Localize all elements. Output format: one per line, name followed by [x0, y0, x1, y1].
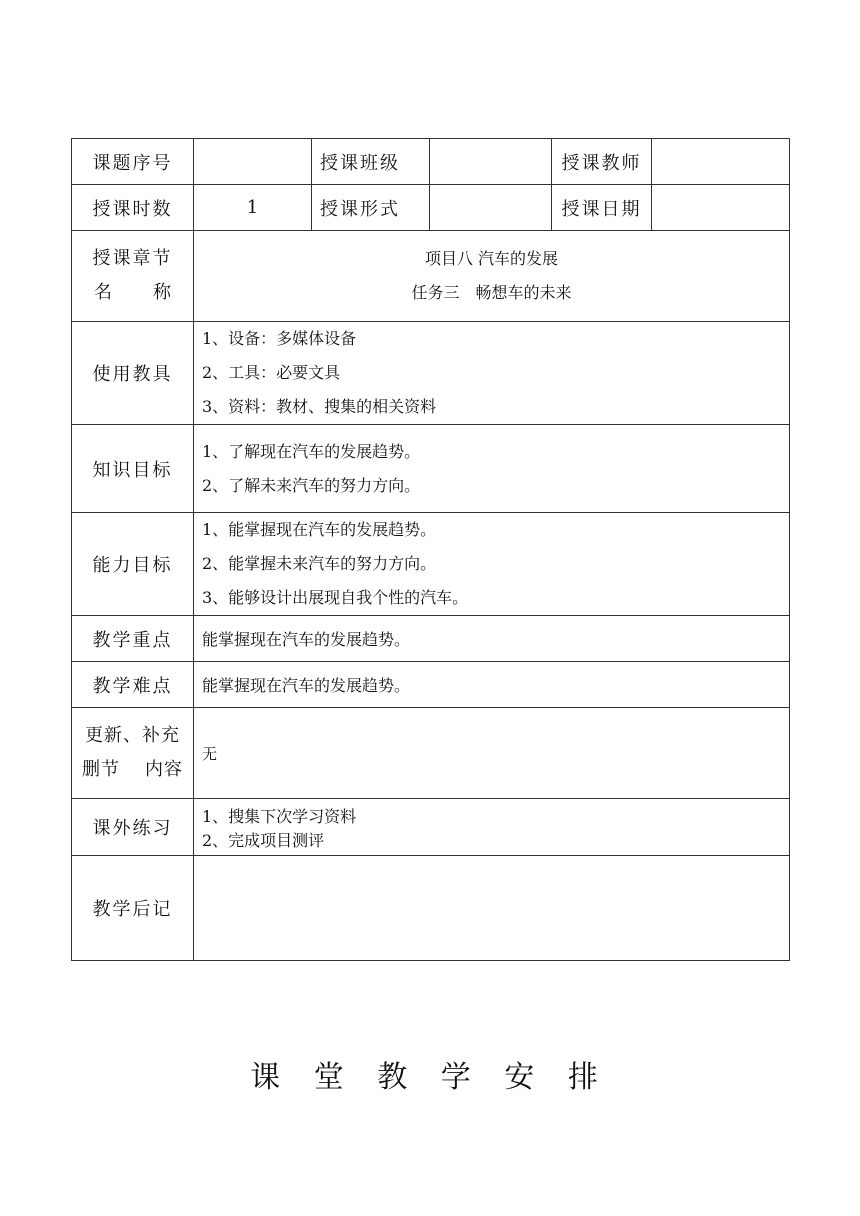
table-row — [72, 322, 790, 425]
difficulty-value: 能掌握现在汽车的发展趋势。 — [194, 662, 790, 708]
chapter-label — [72, 231, 194, 322]
teacher-label: 授课教师 — [552, 139, 652, 185]
class-label: 授课班级 — [312, 139, 430, 185]
knowledge-label: 知识目标 — [72, 425, 194, 513]
table-row — [72, 425, 790, 513]
class-value — [430, 139, 552, 185]
list-item: 2、能掌握未来汽车的努力方向。 — [202, 554, 437, 573]
list-item: 1、能掌握现在汽车的发展趋势。 — [202, 520, 437, 539]
difficulty-label: 教学难点 — [72, 662, 194, 708]
list-item: 1、搜集下次学习资料 — [202, 806, 357, 826]
update-label-delete: 删节 — [82, 759, 120, 780]
teacher-value — [652, 139, 790, 185]
date-value — [652, 185, 790, 231]
chapter-label-line1: 授课章节 — [92, 248, 173, 269]
homework-value — [194, 799, 790, 856]
homework-label: 课外练习 — [72, 799, 194, 856]
list-item: 1、设备：多媒体设备 — [202, 329, 357, 348]
lesson-plan-table — [71, 138, 790, 961]
footer-title: 课 堂 教 学 安 排 — [250, 1060, 610, 1095]
key-point-label: 教学重点 — [72, 616, 194, 662]
chapter-subtitle: 任务三 畅想车的未来 — [411, 283, 572, 302]
tools-value — [194, 322, 790, 425]
table-row — [72, 616, 790, 662]
chapter-title: 项目八 汽车的发展 — [424, 249, 559, 268]
ability-value — [194, 513, 790, 616]
table-row — [72, 799, 790, 856]
table-row — [72, 139, 790, 185]
ability-label: 能力目标 — [72, 513, 194, 616]
chapter-label-name: 名 — [94, 282, 114, 303]
list-item: 2、了解未来汽车的努力方向。 — [202, 475, 421, 495]
hours-value: 1 — [194, 185, 312, 231]
chapter-value — [194, 231, 790, 322]
key-point-value: 能掌握现在汽车的发展趋势。 — [194, 616, 790, 662]
table-row — [72, 231, 790, 322]
table-row — [72, 662, 790, 708]
list-item: 2、工具：必要文具 — [202, 363, 341, 382]
list-item: 3、能够设计出展现自我个性的汽车。 — [202, 588, 469, 607]
chapter-label-title: 称 — [153, 282, 173, 303]
postscript-value — [194, 856, 790, 961]
update-label-line1: 更新、补充 — [85, 725, 180, 746]
knowledge-value — [194, 425, 790, 513]
tools-label: 使用教具 — [72, 322, 194, 425]
form-label: 授课形式 — [312, 185, 430, 231]
list-item: 3、资料：教材、搜集的相关资料 — [202, 397, 437, 416]
lesson-number-label: 课题序号 — [72, 139, 194, 185]
table-row — [72, 513, 790, 616]
lesson-number-value — [194, 139, 312, 185]
table-row — [72, 856, 790, 961]
hours-label: 授课时数 — [72, 185, 194, 231]
list-item: 1、了解现在汽车的发展趋势。 — [202, 441, 421, 461]
update-label-content: 内容 — [145, 759, 183, 780]
chapter-label-line2 — [72, 276, 193, 310]
update-label-line2 — [72, 753, 193, 787]
table-row — [72, 708, 790, 799]
table-row — [72, 185, 790, 231]
date-label: 授课日期 — [552, 185, 652, 231]
form-value — [430, 185, 552, 231]
update-value: 无 — [194, 708, 790, 799]
postscript-label: 教学后记 — [72, 856, 194, 961]
update-label — [72, 708, 194, 799]
list-item: 2、完成项目测评 — [202, 830, 325, 850]
